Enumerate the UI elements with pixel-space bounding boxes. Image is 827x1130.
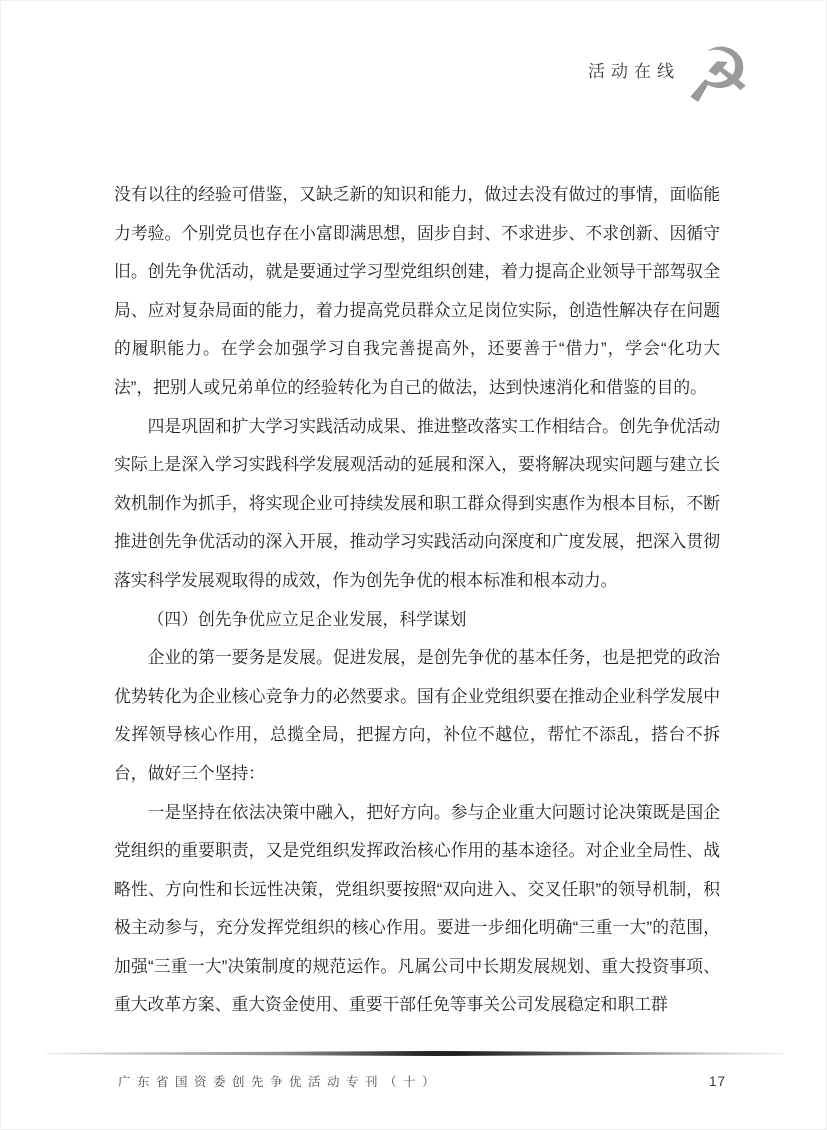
section-heading: （四）创先争优应立足企业发展，科学谋划 [147, 609, 467, 629]
body-text [114, 176, 720, 1025]
header-section-title: 活动在线 [588, 61, 680, 81]
page-header [588, 34, 753, 119]
paragraph: 企业的第一要务是发展。促进发展，是创先争优的基本任务，也是把党的政治优势转化为企业核心竞争力的必然要求。国有企业党组织要在推动企业科学发展中发挥领导核心作用，总揽全局，把握方向，补位不越位，帮忙不添乱，搭台不拆台，做好三个坚持： [114, 648, 720, 783]
paragraph-continuation: 没有以往的经验可借鉴，又缺乏新的知识和能力，做过去没有做过的事情，面临能力考验。个别党员也存在小富即满思想，固步自封、不求进步、不求创新、因循守旧。创先争优活动，就是要通过学习型党组织创建，着力提高企业领导干部驾驭全局、应对复杂局面的能力，着力提高党员群众立足岗位实际，创造性解决存在问题的履职能力。在学会加强学习自我完善提高外，还要善于“借力”，学会“化功大法”，把别人或兄弟单位的经验转化为自己的做法，达到快速消化和借鉴的目的。 [114, 185, 720, 397]
paragraph: 一是坚持在依法决策中融入，把好方向。参与企业重大问题讨论决策既是国企党组织的重要职责，又是党组织发挥政治核心作用的基本途径。对企业全局性、战略性、方向性和长远性决策，党组织要按照“双向进入、交叉任职”的领导机制，积极主动参与，充分发挥党组织的核心作用。要进一步细化明确“三重一大”的范围，加强“三重一大”决策制度的规范运作。凡属公司中长期发展规划、重大投资事项、重大改革方案、重大资金使用、重要干部任免等事关公司发展稳定和职工群 [114, 802, 720, 1015]
footer-divider [46, 1051, 783, 1056]
party-emblem-icon: ☭ [684, 34, 753, 119]
page-footer [118, 1072, 726, 1090]
page-number: 17 [708, 1074, 726, 1089]
paragraph: 四是巩固和扩大学习实践活动成果、推进整改落实工作相结合。创先争优活动实际上是深入学习实践科学发展观活动的延展和深入，要将解决现实问题与建立长效机制作为抓手，将实现企业可持续发展和职工群众得到实惠作为根本目标，不断推进创先争优活动的深入开展，推动学习实践活动向深度和广度发展，把深入贯彻落实科学发展观取得的成效，作为创先争优的根本标准和根本动力。 [114, 416, 720, 590]
footer-journal-title: 广东省国资委创先争优活动专刊（十） [118, 1075, 442, 1089]
